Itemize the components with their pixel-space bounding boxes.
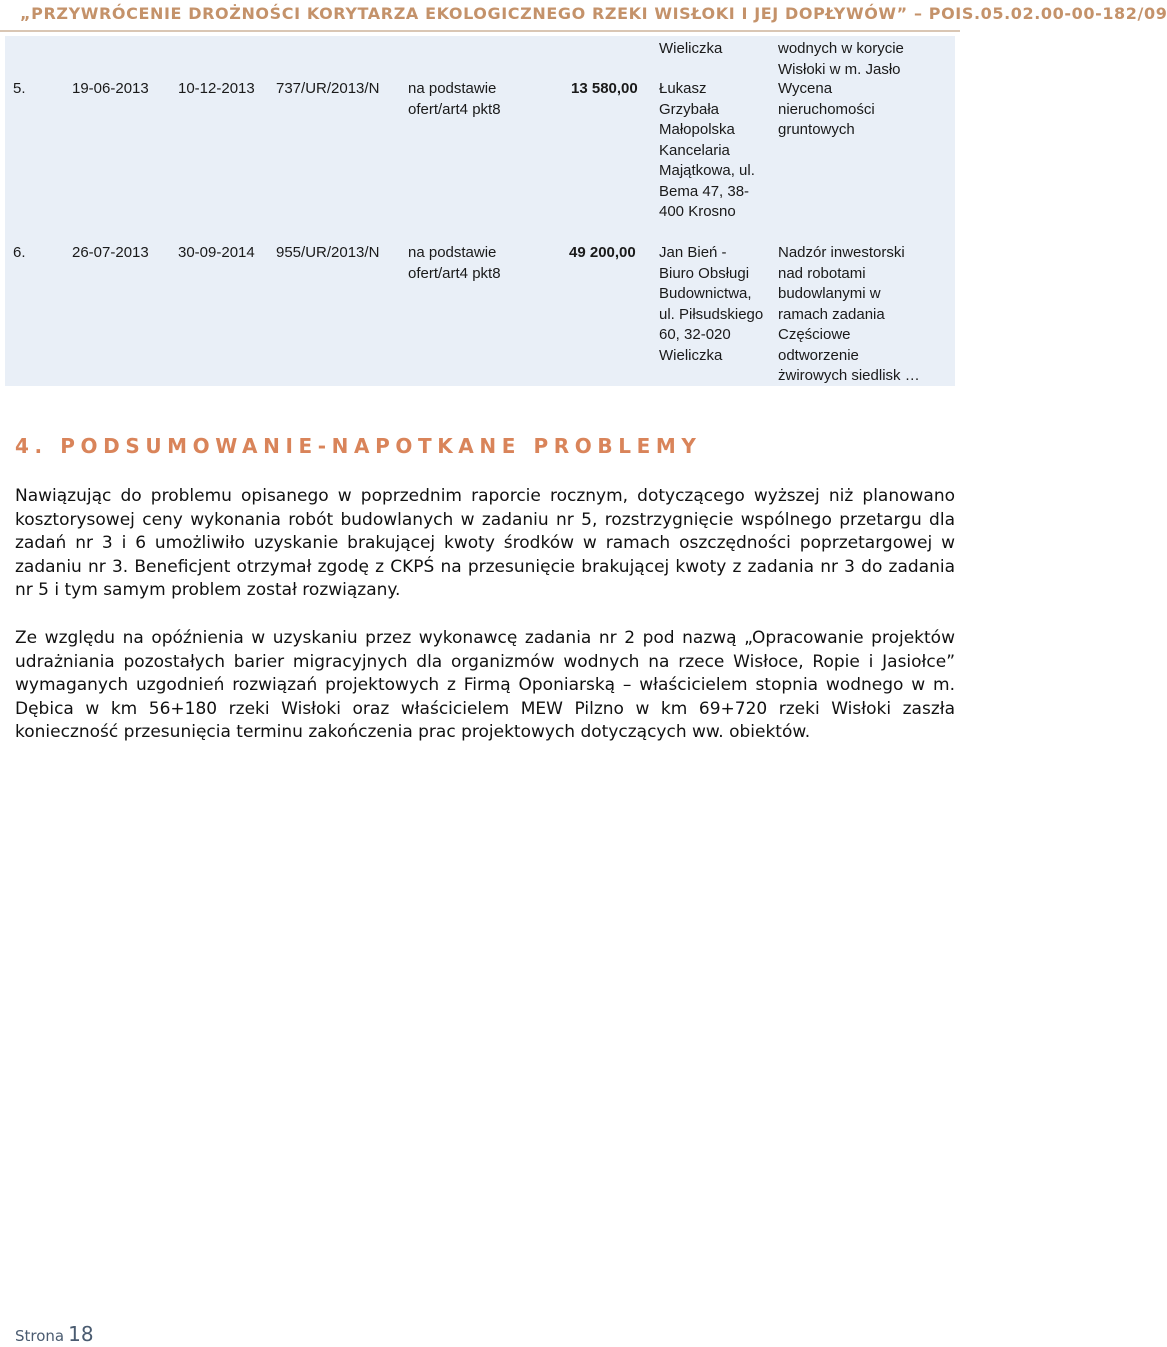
summary-paragraph: Nawiązując do problemu opisanego w poprzednim raporcie rocznym, dotyczącego wyższej niż planowano kosztorysowej ceny wykonania robót budowlanych w zadaniu nr 5, rozstrzygnięcie wspólnego przetargu dla zadań nr 3 i 6 umożliwiło uzyskanie brakującej kwoty środków w ramach oszczędności poprzetargowej w zadaniu nr 3. Beneficjent otrzymał zgodę z CKPŚ na przesunięcie brakującej kwoty z zadania nr 3 do zadania nr 5 i tym samym problem został rozwiązany. — [15, 486, 955, 601]
contract-amount: 49 200,00 — [569, 244, 636, 261]
scope-continuation: wodnych w korycie Wisłoki w m. Jasło — [778, 40, 904, 78]
contract-scope: Nadzór inwestorski nad robotami budowlanymi w ramach zadania Częściowe odtworzenie żwirowych siedlisk … — [778, 244, 920, 384]
page-footer — [15, 1322, 94, 1346]
document-title: „PRZYWRÓCENIE DROŻNOŚCI KORYTARZA EKOLOGICZNEGO RZEKI WISŁOKI I JEJ DOPŁYWÓW” – POIS.05.02.00-00-182/09 — [20, 4, 1167, 23]
contractor-continuation: Wieliczka — [659, 40, 723, 57]
start-date: 19-06-2013 — [72, 80, 149, 97]
page-number: 18 — [68, 1322, 94, 1346]
procurement-mode: na podstawie ofert/art4 pkt8 — [408, 244, 501, 282]
start-date: 26-07-2013 — [72, 244, 149, 261]
page-label: Strona — [15, 1327, 65, 1345]
contract-number: 737/UR/2013/N — [276, 80, 380, 97]
running-header — [0, 0, 1167, 30]
contractor: Jan Bień - Biuro Obsługi Budownictwa, ul. Piłsudskiego 60, 32-020 Wieliczka — [659, 244, 764, 364]
problem-paragraph: Ze względu na opóźnienia w uzyskaniu przez wykonawcę zadania nr 2 pod nazwą „Opracowanie projektów udrażniania pozostałych barier migracyjnych dla organizmów wodnych na rzece Wisłoce, Ropie i Jasiołce” wymaganych uzgodnień rozwiązań projektowych z Firmą Oponiarską – właścicielem stopnia wodnego w m. Dębica w km 56+180 rzeki Wisłoki oraz właścicielem MEW Pilzno w km 69+720 rzeki Wisłoki zaszła konieczność przesunięcia terminu zakończenia prac projektowych dotyczących ww. obiektów. — [15, 628, 955, 743]
header-divider — [0, 30, 960, 32]
row-number: 5. — [13, 80, 26, 97]
end-date: 30-09-2014 — [178, 244, 255, 261]
contract-number: 955/UR/2013/N — [276, 244, 380, 261]
row-number: 6. — [13, 244, 26, 261]
end-date: 10-12-2013 — [178, 80, 255, 97]
contracts-table — [5, 36, 955, 386]
section-heading: 4. PODSUMOWANIE-NAPOTKANE PROBLEMY — [15, 434, 702, 458]
procurement-mode: na podstawie ofert/art4 pkt8 — [408, 80, 501, 118]
contract-scope: Wycena nieruchomości gruntowych — [778, 80, 875, 138]
contractor: Łukasz Grzybała Małopolska Kancelaria Majątkowa, ul. Bema 47, 38-400 Krosno — [659, 80, 755, 220]
contract-amount: 13 580,00 — [571, 80, 638, 97]
